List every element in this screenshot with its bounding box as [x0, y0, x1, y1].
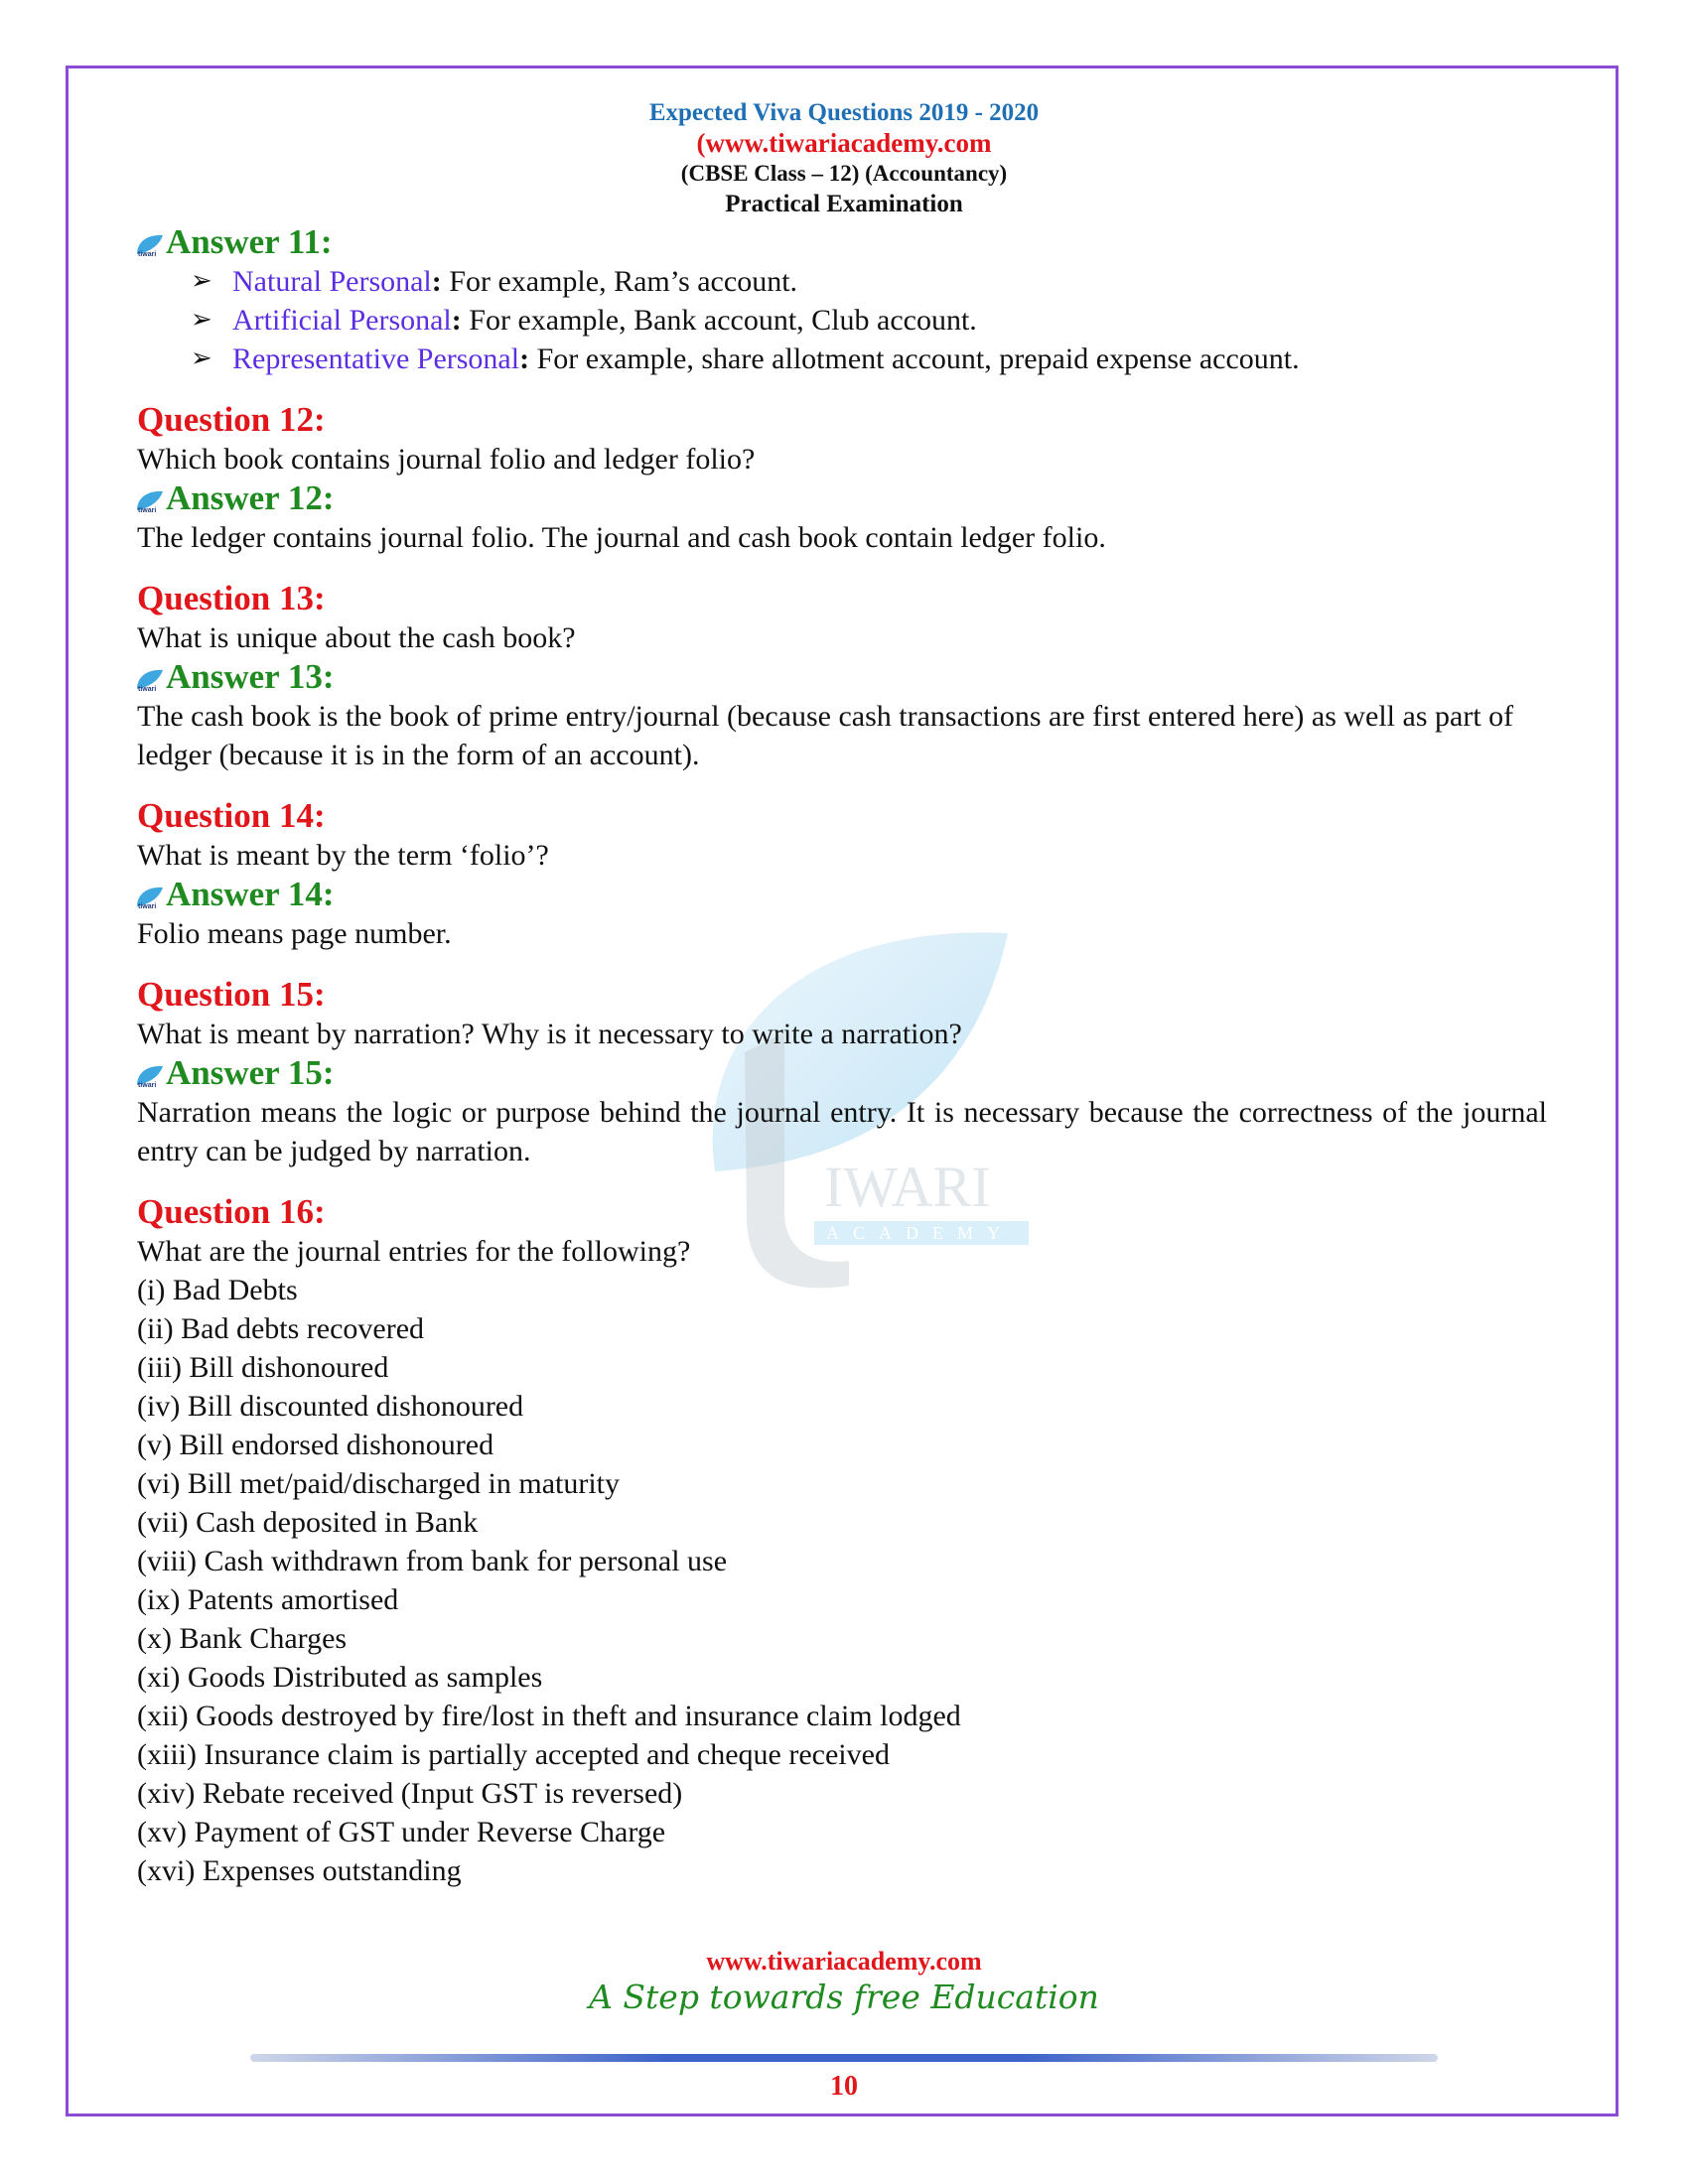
question-text: What is meant by the term ‘folio’? [137, 839, 549, 872]
list-item: (xi) Goods Distributed as samples [137, 1661, 543, 1694]
list-item: (iii) Bill dishonoured [137, 1351, 389, 1384]
header-website: (www.tiwariacademy.com [696, 128, 992, 158]
list-item: (xiv) Rebate received (Input GST is reversed) [137, 1777, 683, 1810]
list-item [191, 262, 1547, 301]
answer-heading [137, 478, 1547, 518]
list-item: (ix) Patents amortised [137, 1583, 399, 1616]
answer-text: Folio means page number. [137, 917, 452, 950]
list-item: (vi) Bill met/paid/discharged in maturity [137, 1467, 621, 1500]
answer-label: Answer 13: [166, 657, 335, 696]
list-item: (ii) Bad debts recovered [137, 1312, 425, 1345]
question-text: What is unique about the cash book? [137, 621, 576, 654]
tiwari-logo-icon [135, 488, 165, 514]
list-item: (xii) Goods destroyed by fire/lost in theft and insurance claim lodged [137, 1700, 961, 1732]
tiwari-logo-icon [135, 232, 165, 258]
footer-divider [250, 2054, 1438, 2062]
term: Representative Personal [232, 342, 520, 375]
list-item: (viii) Cash withdrawn from bank for personal use [137, 1545, 728, 1577]
svg-text:tiwari: tiwari [138, 507, 157, 514]
term-text: For example, share allotment account, prepaid expense account. [529, 342, 1300, 375]
document-footer [0, 1946, 1688, 2017]
question-heading: Question 16: [137, 1192, 326, 1231]
term: Artificial Personal [232, 304, 452, 337]
term-text: For example, Ram’s account. [441, 265, 798, 298]
question-heading: Question 12: [137, 400, 326, 439]
watermark-big-text: IWARI [824, 1155, 991, 1219]
list-item [191, 340, 1547, 378]
list-item: (v) Bill endorsed dishonoured [137, 1429, 494, 1461]
page-number: 10 [830, 2071, 858, 2102]
svg-text:tiwari: tiwari [138, 1082, 157, 1089]
main-content [137, 218, 1547, 1890]
question-text: What is meant by narration? Why is it necessary to write a narration? [137, 1018, 962, 1050]
arrow-bullet-icon: ➢ [191, 305, 212, 335]
tiwari-logo-icon [135, 667, 165, 693]
answer-label: Answer 11: [166, 222, 333, 261]
question-heading: Question 15: [137, 975, 326, 1014]
answer-11-list [137, 262, 1547, 378]
header-class: (CBSE Class – 12) (Accountancy) [680, 161, 1008, 186]
svg-text:tiwari: tiwari [138, 903, 157, 910]
question-heading: Question 14: [137, 796, 326, 835]
tiwari-logo-icon [135, 885, 165, 910]
answer-label: Answer 15: [166, 1053, 335, 1092]
arrow-bullet-icon: ➢ [191, 343, 212, 373]
answer-text: Narration means the logic or purpose behind the journal entry. It is necessary because the correctness of the journal entry can be judged by narration. [137, 1096, 1547, 1167]
list-item: (xvi) Expenses outstanding [137, 1854, 462, 1887]
watermark-small-text: ACADEMY [826, 1223, 1015, 1243]
tiwari-logo-icon [135, 1063, 165, 1089]
svg-text:tiwari: tiwari [138, 251, 157, 258]
term-colon: : [431, 265, 442, 298]
journal-entries-list [137, 1271, 1547, 1890]
footer-website: www.tiwariacademy.com [706, 1947, 982, 1976]
term: Natural Personal [232, 265, 432, 298]
question-text: Which book contains journal folio and ledger folio? [137, 443, 756, 476]
list-item: (i) Bad Debts [137, 1274, 298, 1306]
answer-text: The ledger contains journal folio. The journal and cash book contain ledger folio. [137, 521, 1106, 554]
header-exam: Practical Examination [725, 191, 963, 217]
answer-label: Answer 12: [166, 478, 335, 517]
term-colon: : [519, 342, 530, 375]
question-heading: Question 13: [137, 579, 326, 617]
arrow-bullet-icon: ➢ [191, 266, 212, 296]
list-item: (iv) Bill discounted dishonoured [137, 1390, 524, 1423]
footer-tagline: A Step towards free Education [589, 1978, 1099, 2016]
list-item: (xiii) Insurance claim is partially accepted and cheque received [137, 1738, 890, 1771]
header-title: Expected Viva Questions 2019 - 2020 [648, 99, 1040, 126]
answer-text: The cash book is the book of prime entry/journal (because cash transactions are first entered here) as well as part of ledger (because it is in the form of an account). [137, 700, 1514, 771]
list-item: (x) Bank Charges [137, 1622, 348, 1655]
term-text: For example, Bank account, Club account. [461, 304, 977, 337]
list-item: (xv) Payment of GST under Reverse Charge [137, 1816, 666, 1848]
answer-heading [137, 875, 1547, 914]
answer-heading [137, 1053, 1547, 1093]
question-text: What are the journal entries for the following? [137, 1235, 691, 1268]
list-item: (vii) Cash deposited in Bank [137, 1506, 479, 1539]
term-colon: : [451, 304, 462, 337]
svg-text:tiwari: tiwari [138, 686, 157, 693]
list-item [191, 301, 1547, 340]
document-header [0, 97, 1688, 219]
answer-heading [137, 222, 1547, 262]
answer-label: Answer 14: [166, 875, 335, 913]
answer-heading [137, 657, 1547, 697]
